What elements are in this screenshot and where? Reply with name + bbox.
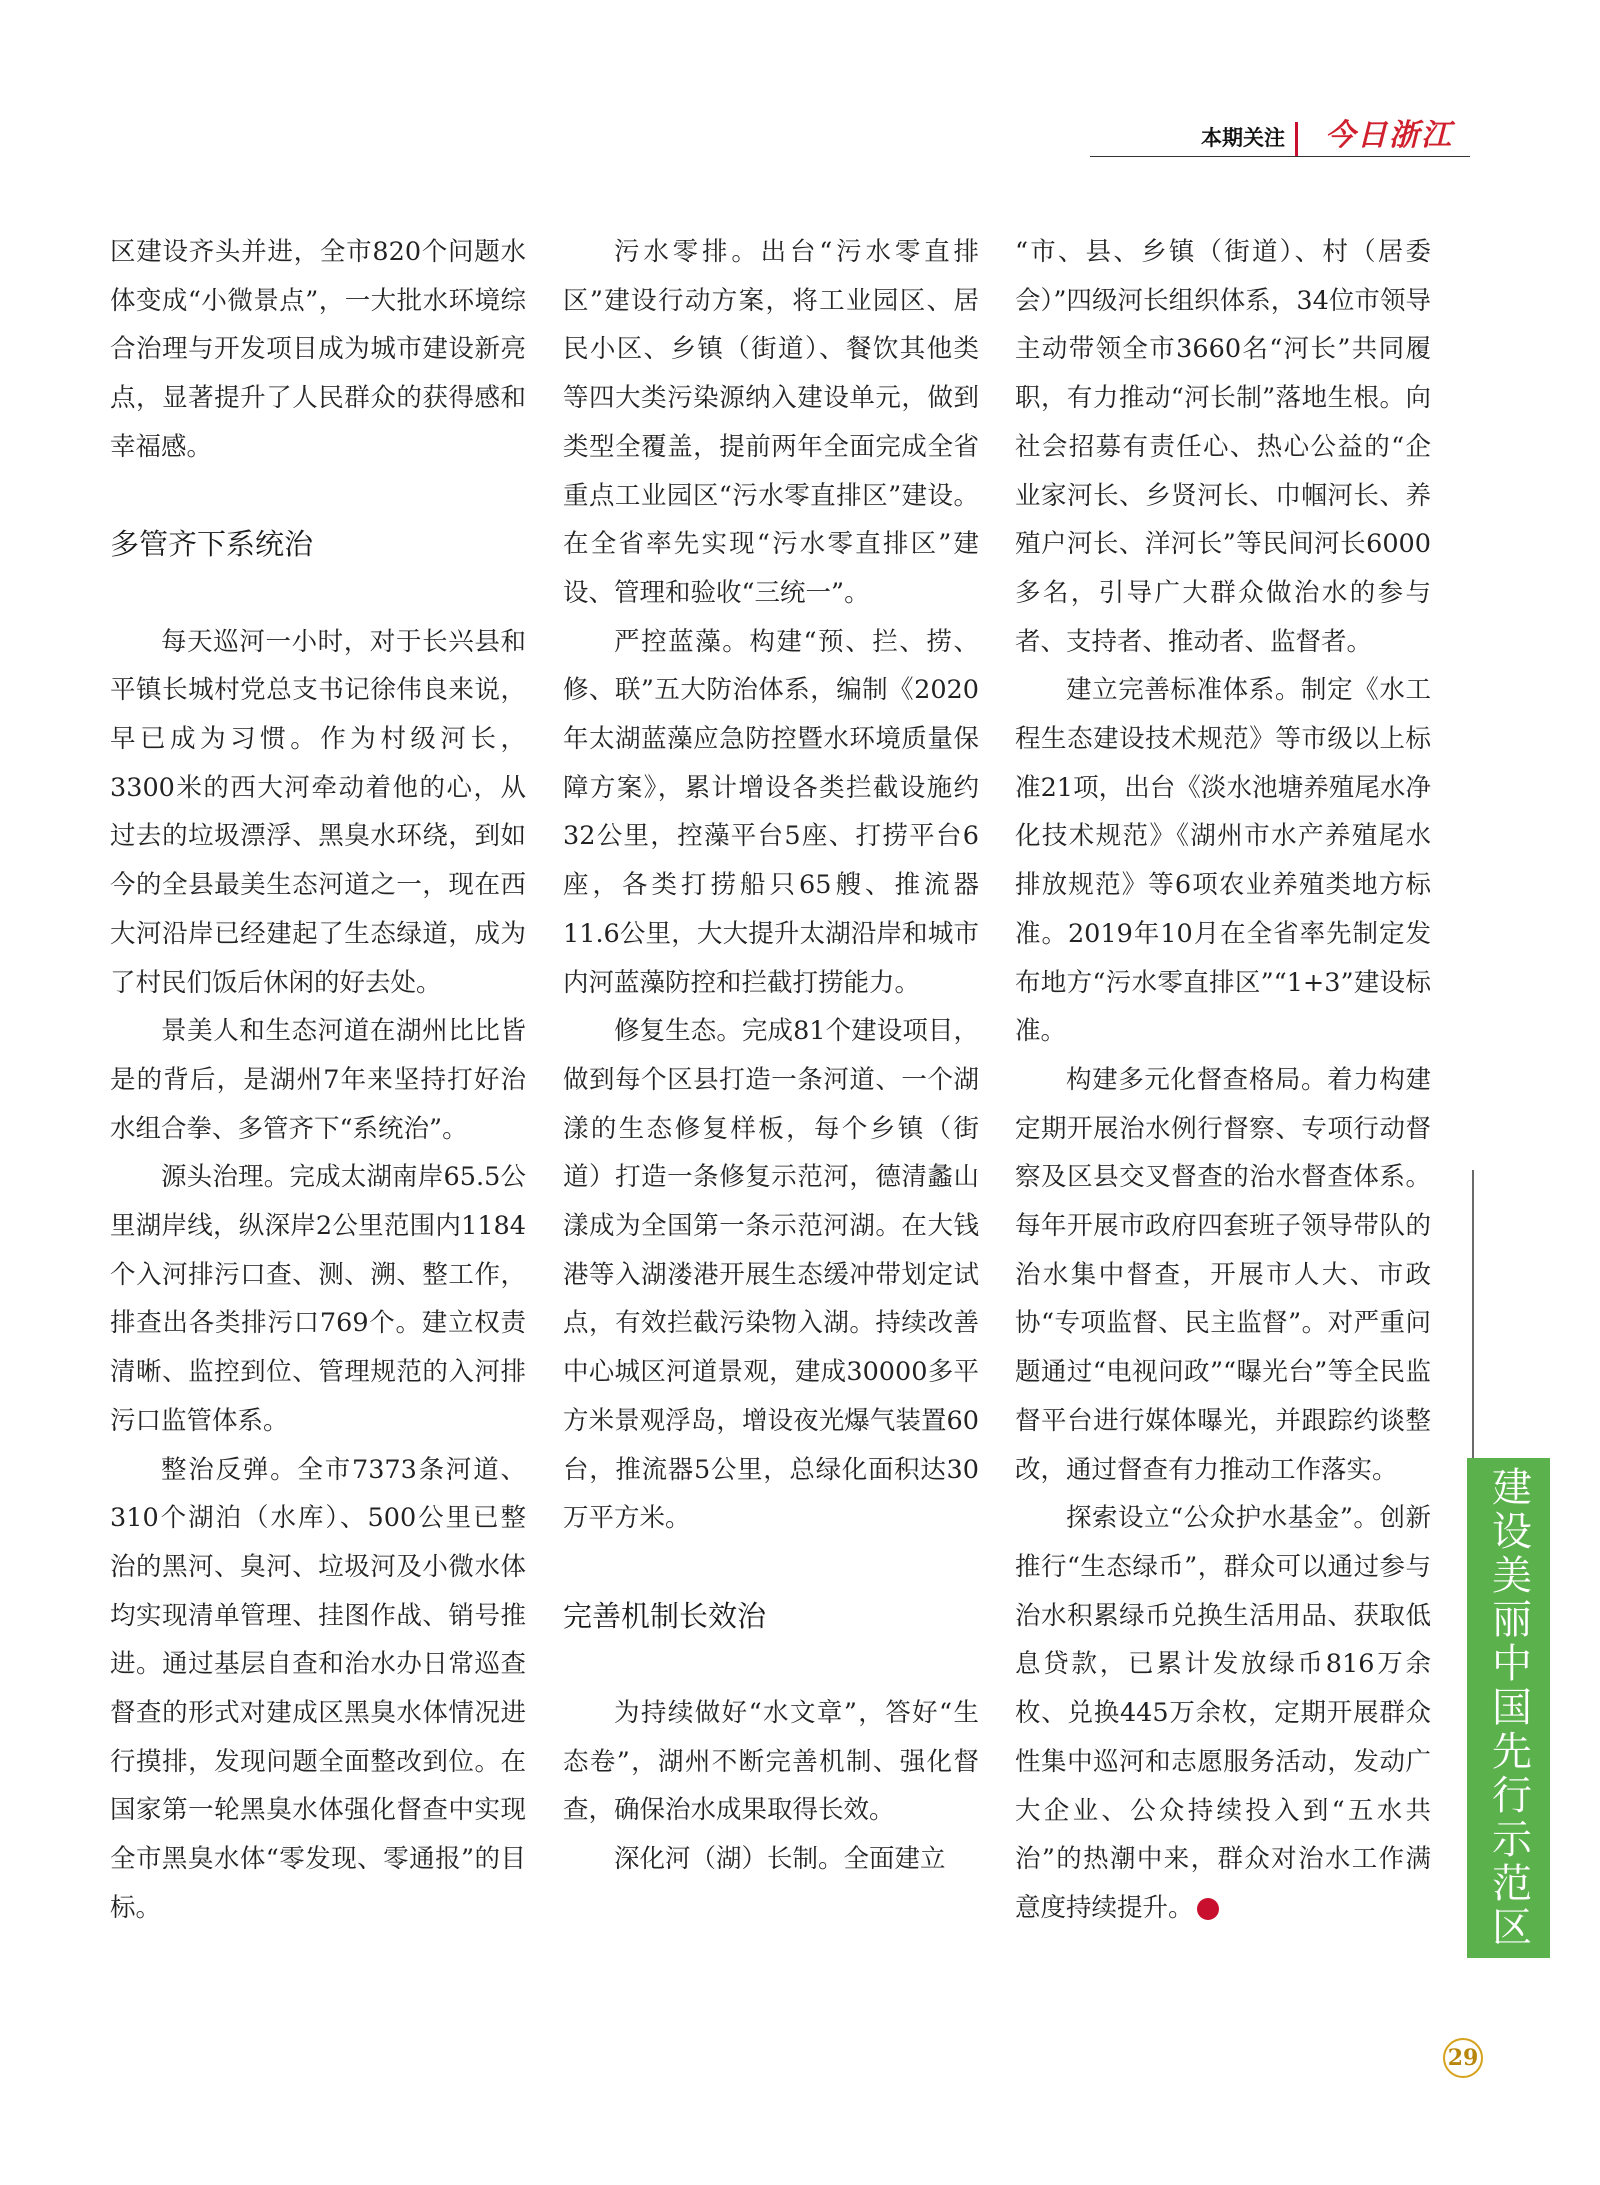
header-separator	[1295, 122, 1298, 156]
article-column-3	[1015, 228, 1431, 1933]
paragraph: 区建设齐头并进，全市820个问题水体变成“小微景点”，一大批水环境综合治理与开发项目成为城市建设新亮点，显著提升了人民群众的获得感和幸福感。	[110, 237, 526, 462]
page-number: 29	[1443, 2038, 1483, 2078]
article-column-1	[110, 228, 526, 1933]
side-banner	[1467, 1458, 1550, 1958]
final-paragraph-text: 探索设立“公众护水基金”。创新推行“生态绿币”，群众可以通过参与治水积累绿币兑换生活用品、获取低息贷款，已累计发放绿币816万余枚、兑换445万余枚，定期开展群众性集中巡河和志愿服务活动，发动广大企业、公众持续投入到“五水共治”的热潮中来，群众对治水工作满意度持续提升。	[1015, 1503, 1431, 1923]
paragraph: 整治反弹。全市7373条河道、310个湖泊（水库）、500公里已整治的黑河、臭河、垃圾河及小微水体均实现清单管理、挂图作战、销号推进。通过基层自查和治水办日常巡查督查的形式对建成区黑臭水体情况进行摸排，发现问题全面整改到位。在国家第一轮黑臭水体强化督查中实现全市黑臭水体“零发现、零通报”的目标。	[110, 1454, 526, 1923]
section-label: 本期关注	[1201, 126, 1285, 150]
paragraph	[1015, 1494, 1431, 1932]
paragraph: 修复生态。完成81个建设项目，做到每个区县打造一条河道、一个湖漾的生态修复样板，每个乡镇（街道）打造一条修复示范河，德清蠡山漾成为全国第一条示范河湖。在大钱港等入湖溇港开展生态缓冲带划定试点，有效拦截污染物入湖。持续改善中心城区河道景观，建成30000多平方米景观浮岛，增设夜光爆气装置60台，推流器5公里，总绿化面积达30万平方米。	[563, 1016, 979, 1534]
paragraph: 构建多元化督查格局。着力构建定期开展治水例行督察、专项行动督察及区县交叉督查的治水督查体系。每年开展市政府四套班子领导带队的治水集中督查，开展市人大、市政协“专项监督、民主监督”。对严重问题通过“电视问政”“曝光台”等全民监督平台进行媒体曝光，并跟踪约谈整改，通过督查有力推动工作落实。	[1015, 1064, 1431, 1485]
section-heading: 完善机制长效治	[563, 1598, 767, 1633]
paragraph: 源头治理。完成太湖南岸65.5公里湖岸线，纵深岸2公里范围内1184个入河排污口查、测、溯、整工作，排查出各类排污口769个。建立权责清晰、监控到位、管理规范的入河排污口监管体系。	[110, 1162, 526, 1436]
paragraph: 深化河（湖）长制。全面建立	[614, 1844, 946, 1875]
article-column-2	[563, 228, 979, 1884]
paragraph: “市、县、乡镇（街道）、村（居委会）”四级河长组织体系，34位市领导主动带领全市3660名“河长”共同履职，有力推动“河长制”落地生根。向社会招募有责任心、热心公益的“企业家河长、乡贤河长、巾帼河长、养殖户河长、洋河长”等民间河长6000多名，引导广大群众做治水的参与者、支持者、推动者、监督者。	[1015, 237, 1431, 657]
paragraph: 严控蓝藻。构建“预、拦、捞、修、联”五大防治体系，编制《2020年太湖蓝藻应急防控暨水环境质量保障方案》，累计增设各类拦截设施约32公里，控藻平台5座、打捞平台6座，各类打捞船只65艘、推流器11.6公里，大大提升太湖沿岸和城市内河蓝藻防控和拦截打捞能力。	[563, 626, 979, 998]
page-header	[1090, 120, 1470, 157]
magazine-logo: 今日浙江	[1325, 118, 1453, 153]
paragraph: 景美人和生态河道在湖州比比皆是的背后，是湖州7年来坚持打好治水组合拳、多管齐下“系统治”。	[110, 1016, 526, 1144]
paragraph: 污水零排。出台“污水零直排区”建设行动方案，将工业园区、居民小区、乡镇（街道）、餐饮其他类等四大类污染源纳入建设单元，做到类型全覆盖，提前两年全面完成全省重点工业园区“污水零直排区”建设。在全省率先实现“污水零直排区”建设、管理和验收“三统一”。	[563, 237, 979, 608]
paragraph: 为持续做好“水文章”，答好“生态卷”，湖州不断完善机制、强化督查，确保治水成果取得长效。	[563, 1698, 979, 1826]
side-rule	[1472, 1170, 1474, 1458]
section-heading: 多管齐下系统治	[110, 527, 314, 562]
paragraph: 每天巡河一小时，对于长兴县和平镇长城村党总支书记徐伟良来说，早已成为习惯。作为村级河长，3300米的西大河牵动着他的心，从过去的垃圾漂浮、黑臭水环绕，到如今的全县最美生态河道之一，现在西大河沿岸已经建起了生态绿道，成为了村民们饭后休闲的好去处。	[110, 626, 526, 998]
paragraph: 建立完善标准体系。制定《水工程生态建设技术规范》等市级以上标准21项，出台《淡水池塘养殖尾水净化技术规范》《湖州市水产养殖尾水排放规范》等6项农业养殖类地方标准。2019年10月在全省率先制定发布地方“污水零直排区”“1+3”建设标准。	[1015, 675, 1431, 1047]
side-banner-text: 建设美丽中国先行示范区	[1485, 1466, 1532, 1950]
end-mark-icon	[1197, 1898, 1219, 1920]
